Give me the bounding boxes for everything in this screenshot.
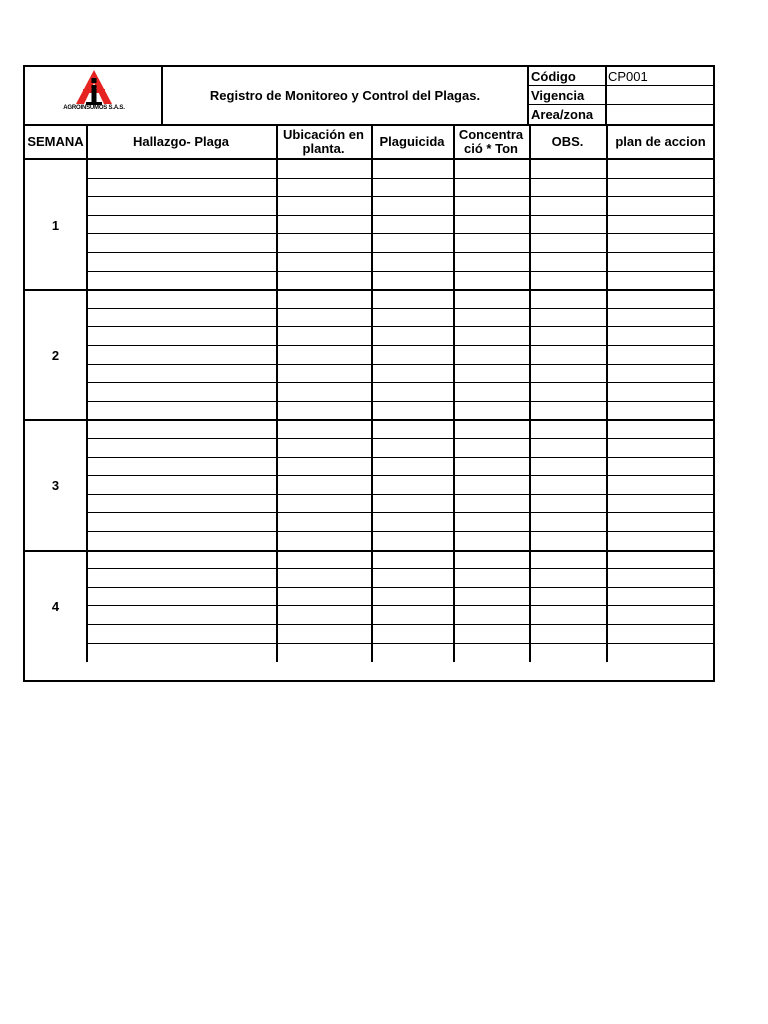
entry-cell[interactable] (453, 365, 529, 384)
entry-cell[interactable] (276, 644, 371, 663)
entry-cell[interactable] (606, 495, 715, 514)
entry-cell[interactable] (276, 625, 371, 644)
entry-cell[interactable] (529, 476, 606, 495)
meta-divider (606, 67, 607, 124)
entry-cell[interactable] (529, 216, 606, 235)
entry-cell[interactable] (529, 588, 606, 607)
entry-cell[interactable] (371, 179, 453, 198)
entry-cell[interactable] (529, 569, 606, 588)
entry-cell[interactable] (276, 365, 371, 384)
entry-cell[interactable] (453, 179, 529, 198)
entry-cell[interactable] (86, 625, 276, 644)
entry-cell[interactable] (453, 644, 529, 663)
header-column-divider (276, 126, 278, 158)
entry-cell[interactable] (276, 234, 371, 253)
header-column-divider (529, 126, 531, 158)
entry-cell[interactable] (86, 551, 276, 570)
entry-cell[interactable] (453, 383, 529, 402)
entry-cell[interactable] (606, 458, 715, 477)
entry-cell[interactable] (606, 272, 715, 291)
form-title: Registro de Monitoreo y Control del Plagas. (163, 67, 529, 124)
entry-cell[interactable] (86, 476, 276, 495)
col-plan-de-accion: plan de accion (615, 134, 706, 149)
entry-cell[interactable] (276, 513, 371, 532)
header-column-divider (606, 126, 608, 158)
entry-cell[interactable] (453, 625, 529, 644)
col-semana: SEMANA (27, 134, 84, 149)
entry-cell[interactable] (276, 383, 371, 402)
entry-cell[interactable] (453, 253, 529, 272)
entry-cell[interactable] (606, 606, 715, 625)
entry-cell[interactable] (371, 365, 453, 384)
entry-cell[interactable] (529, 234, 606, 253)
entry-cell[interactable] (529, 513, 606, 532)
entry-cell[interactable] (529, 346, 606, 365)
entry-cell[interactable] (453, 420, 529, 439)
entry-cell[interactable] (606, 569, 715, 588)
entry-cell[interactable] (606, 234, 715, 253)
entry-cell[interactable] (371, 458, 453, 477)
entry-cell[interactable] (453, 346, 529, 365)
entry-cell[interactable] (529, 160, 606, 179)
entry-cell[interactable] (606, 365, 715, 384)
entry-cell[interactable] (606, 420, 715, 439)
entry-cell[interactable] (453, 309, 529, 328)
codigo-label: Código (529, 67, 606, 86)
entry-cell[interactable] (276, 309, 371, 328)
entry-cell[interactable] (371, 625, 453, 644)
entry-cell[interactable] (529, 309, 606, 328)
entry-cell[interactable] (276, 606, 371, 625)
entry-cell[interactable] (529, 644, 606, 663)
entry-cell[interactable] (606, 588, 715, 607)
entry-cell[interactable] (529, 402, 606, 421)
entry-cell[interactable] (453, 588, 529, 607)
entry-cell[interactable] (86, 272, 276, 291)
entry-cell[interactable] (606, 625, 715, 644)
entry-cell[interactable] (453, 216, 529, 235)
entry-cell[interactable] (371, 346, 453, 365)
entry-cell[interactable] (529, 420, 606, 439)
entry-cell[interactable] (86, 532, 276, 551)
entry-cell[interactable] (276, 420, 371, 439)
entry-cell[interactable] (453, 569, 529, 588)
codigo-value[interactable]: CP001 (606, 67, 715, 86)
entry-cell[interactable] (606, 644, 715, 663)
entry-cell[interactable] (606, 383, 715, 402)
entry-cell[interactable] (371, 253, 453, 272)
entry-cell[interactable] (371, 197, 453, 216)
entry-cell[interactable] (276, 551, 371, 570)
entry-cell[interactable] (276, 346, 371, 365)
entry-cell[interactable] (276, 290, 371, 309)
entry-cell[interactable] (86, 216, 276, 235)
entry-cell[interactable] (371, 216, 453, 235)
entry-cell[interactable] (606, 476, 715, 495)
col-plaguicida: Plaguicida (379, 134, 445, 149)
entry-cell[interactable] (453, 160, 529, 179)
entry-cell[interactable] (86, 513, 276, 532)
entry-cell[interactable] (606, 309, 715, 328)
entry-cell[interactable] (371, 476, 453, 495)
entry-cell[interactable] (86, 197, 276, 216)
entry-cell[interactable] (276, 439, 371, 458)
entry-cell[interactable] (529, 179, 606, 198)
entry-cell[interactable] (453, 513, 529, 532)
entry-cell[interactable] (276, 197, 371, 216)
entry-cell[interactable] (371, 383, 453, 402)
vigencia-label: Vigencia (529, 86, 606, 105)
entry-cell[interactable] (276, 402, 371, 421)
entry-cell[interactable] (453, 290, 529, 309)
area-zona-value[interactable] (606, 105, 715, 124)
entry-cell[interactable] (86, 365, 276, 384)
week-label-3: 3 (51, 477, 60, 493)
entry-cell[interactable] (529, 625, 606, 644)
entry-cell[interactable] (276, 253, 371, 272)
col-concentracion: Concentra ció * Ton (458, 127, 524, 156)
entry-cell[interactable] (606, 346, 715, 365)
entry-cell[interactable] (529, 495, 606, 514)
entry-cell[interactable] (529, 290, 606, 309)
entry-cell[interactable] (453, 532, 529, 551)
entry-cell[interactable] (606, 532, 715, 551)
entry-cell[interactable] (86, 495, 276, 514)
entry-cell[interactable] (529, 532, 606, 551)
entry-cell[interactable] (453, 551, 529, 570)
monitoring-form (23, 65, 715, 682)
entry-cell[interactable] (453, 197, 529, 216)
entry-cell[interactable] (529, 551, 606, 570)
entry-cell[interactable] (371, 532, 453, 551)
entry-cell[interactable] (86, 309, 276, 328)
entry-cell[interactable] (86, 327, 276, 346)
entry-cell[interactable] (276, 216, 371, 235)
col-ubicacion: Ubicación en planta. (283, 127, 364, 156)
entry-cell[interactable] (86, 458, 276, 477)
entry-cell[interactable] (86, 588, 276, 607)
entry-cell[interactable] (529, 365, 606, 384)
entry-cell[interactable] (86, 290, 276, 309)
logo-cell (25, 67, 163, 124)
entry-cell[interactable] (453, 439, 529, 458)
entry-cell[interactable] (453, 606, 529, 625)
entry-cell[interactable] (371, 290, 453, 309)
entry-cell[interactable] (276, 569, 371, 588)
form-body-grid (25, 160, 713, 680)
entry-cell[interactable] (606, 551, 715, 570)
entry-cell[interactable] (276, 160, 371, 179)
entry-cell[interactable] (86, 253, 276, 272)
entry-cell[interactable] (371, 569, 453, 588)
entry-cell[interactable] (86, 569, 276, 588)
entry-cell[interactable] (606, 179, 715, 198)
entry-cell[interactable] (371, 234, 453, 253)
entry-cell[interactable] (529, 383, 606, 402)
entry-cell[interactable] (86, 420, 276, 439)
entry-cell[interactable] (276, 588, 371, 607)
entry-cell[interactable] (371, 439, 453, 458)
entry-cell[interactable] (371, 402, 453, 421)
entry-cell[interactable] (371, 606, 453, 625)
entry-cell[interactable] (86, 439, 276, 458)
entry-cell[interactable] (276, 532, 371, 551)
entry-cell[interactable] (453, 402, 529, 421)
week-label-2: 2 (51, 347, 60, 363)
column-header-row (25, 124, 713, 160)
entry-cell[interactable] (529, 327, 606, 346)
entry-cell[interactable] (453, 476, 529, 495)
entry-cell[interactable] (371, 551, 453, 570)
entry-cell[interactable] (86, 383, 276, 402)
col-obs: OBS. (551, 134, 584, 149)
entry-cell[interactable] (529, 458, 606, 477)
entry-cell[interactable] (453, 495, 529, 514)
entry-cell[interactable] (606, 402, 715, 421)
entry-cell[interactable] (371, 495, 453, 514)
entry-cell[interactable] (371, 513, 453, 532)
entry-cell[interactable] (529, 606, 606, 625)
entry-cell[interactable] (606, 439, 715, 458)
entry-cell[interactable] (529, 272, 606, 291)
entry-cell[interactable] (606, 160, 715, 179)
entry-cell[interactable] (86, 644, 276, 663)
entry-cell[interactable] (86, 179, 276, 198)
company-logo-icon (53, 69, 135, 105)
col-hallazgo-plaga: Hallazgo- Plaga (132, 134, 230, 149)
vigencia-value[interactable] (606, 86, 715, 105)
entry-cell[interactable] (86, 234, 276, 253)
entry-cell[interactable] (371, 644, 453, 663)
entry-cell[interactable] (371, 327, 453, 346)
entry-cell[interactable] (276, 272, 371, 291)
entry-cell[interactable] (86, 346, 276, 365)
entry-cell[interactable] (529, 253, 606, 272)
entry-cell[interactable] (86, 606, 276, 625)
entry-cell[interactable] (453, 272, 529, 291)
entry-cell[interactable] (371, 420, 453, 439)
entry-cell[interactable] (453, 458, 529, 477)
entry-cell[interactable] (276, 327, 371, 346)
entry-cell[interactable] (276, 179, 371, 198)
entry-cell[interactable] (606, 290, 715, 309)
header-column-divider (86, 126, 88, 158)
entry-cell[interactable] (371, 272, 453, 291)
company-logo-text: AGROINSUMOS S.A.S. (63, 105, 125, 111)
entry-cell[interactable] (606, 327, 715, 346)
entry-cell[interactable] (453, 327, 529, 346)
entry-cell[interactable] (529, 439, 606, 458)
entry-cell[interactable] (606, 216, 715, 235)
week-label-1: 1 (51, 217, 60, 233)
week-label-4: 4 (51, 598, 60, 614)
entry-cell[interactable] (276, 458, 371, 477)
entry-cell[interactable] (86, 160, 276, 179)
entry-cell[interactable] (276, 476, 371, 495)
entry-cell[interactable] (371, 309, 453, 328)
entry-cell[interactable] (529, 197, 606, 216)
entry-cell[interactable] (371, 588, 453, 607)
entry-cell[interactable] (276, 495, 371, 514)
entry-cell[interactable] (86, 402, 276, 421)
entry-cell[interactable] (453, 234, 529, 253)
entry-cell[interactable] (371, 160, 453, 179)
header-column-divider (453, 126, 455, 158)
header-column-divider (371, 126, 373, 158)
area-zona-label: Area/zona (529, 105, 606, 124)
entry-cell[interactable] (606, 253, 715, 272)
entry-cell[interactable] (606, 513, 715, 532)
entry-cell[interactable] (606, 197, 715, 216)
